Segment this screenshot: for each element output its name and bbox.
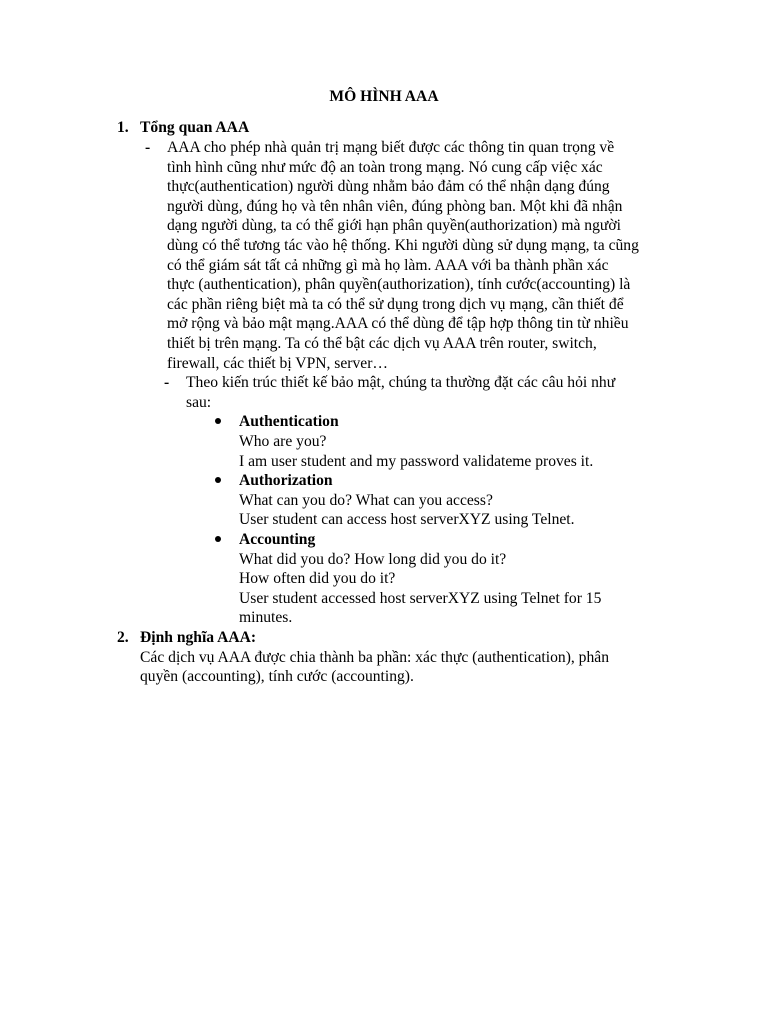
section-1-number: 1.: [117, 119, 129, 136]
paragraph-line: Các dịch vụ AAA được chia thành ba phần: xác thực (authentication), phân: [140, 648, 609, 666]
bullet-dot-icon: [215, 477, 221, 483]
bullet-line: minutes.: [239, 609, 293, 627]
bullet-line: Who are you?: [239, 433, 327, 450]
paragraph-line: thực (authentication), phân quyền(authorization), tính cước(accounting) là: [167, 276, 631, 294]
paragraph-line: các phần riêng biệt mà ta có thể sử dụng trong dịch vụ mạng, cần thiết để: [167, 295, 624, 313]
page-title: MÔ HÌNH AAA: [329, 88, 439, 105]
bullet-heading: Authentication: [239, 413, 339, 431]
paragraph-line: dạng người dùng, ta có thể giới hạn phân quyền(authorization) mà người: [167, 217, 621, 235]
bullet-line: User student accessed host serverXYZ using Telnet for 15: [239, 589, 602, 607]
bullet-heading: Authorization: [239, 472, 333, 490]
sub-paragraph-line: Theo kiến trúc thiết kế bảo mật, chúng ta thường đặt các câu hỏi như: [186, 374, 616, 392]
bullet-line: What did you do? How long did you do it?: [239, 550, 507, 568]
section-2-heading: Định nghĩa AAA:: [140, 629, 257, 646]
bullet-dot-icon: [215, 418, 221, 424]
bullet-line: I am user student and my password validateme proves it.: [239, 452, 594, 470]
bullet-line: User student can access host serverXYZ using Telnet.: [239, 511, 575, 529]
paragraph-line: thực(authentication) người dùng nhằm bảo đảm có thể nhận dạng đúng: [167, 178, 610, 196]
bullet-line: What can you do? What can you access?: [239, 491, 493, 509]
section-1-dash-marker: -: [145, 139, 151, 156]
bullet-heading: Accounting: [239, 531, 316, 548]
paragraph-line: quyền (accounting), tính cước (accounting).: [140, 668, 414, 686]
paragraph-line: firewall, các thiết bị VPN, server…: [167, 354, 388, 372]
paragraph-line: người dùng, đúng họ và tên nhân viên, đúng phòng ban. Một khi đã nhận: [167, 197, 623, 215]
paragraph-line: có thể giám sát tất cả những gì mà họ làm. AAA với ba thành phần xác: [167, 256, 609, 274]
bullet-line: How often did you do it?: [239, 570, 396, 588]
section-1-heading: Tổng quan AAA: [140, 119, 250, 136]
paragraph-line: mở rộng và bảo mật mạng.AAA có thể dùng để tập hợp thông tin từ nhiều: [167, 315, 629, 333]
sub-dash-marker: -: [164, 374, 170, 392]
sub-paragraph-line: sau:: [186, 393, 212, 411]
bullet-dot-icon: [215, 536, 221, 542]
paragraph-line: thiết bị trên mạng. Ta có thể bật các dịch vụ AAA trên router, switch,: [167, 335, 597, 352]
paragraph-line: dùng có thể tương tác vào hệ thống. Khi người dùng sử dụng mạng, ta cũng: [167, 237, 639, 254]
paragraph-line: tình hình cũng như mức độ an toàn trong mạng. Nó cung cấp việc xác: [167, 158, 603, 176]
paragraph-line: AAA cho phép nhà quản trị mạng biết được các thông tin quan trọng về: [167, 139, 615, 156]
section-2-number: 2.: [117, 629, 129, 646]
